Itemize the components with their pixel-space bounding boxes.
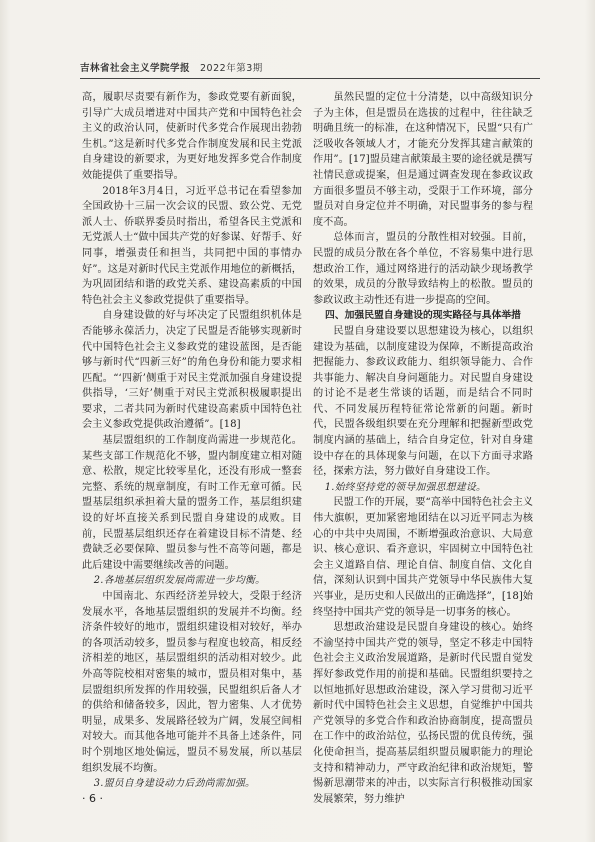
- paragraph: 总体而言，盟员的分散性相对较强。目前，民盟的成员分散在各个单位，不容易集中进行思想政治工作，通过网络进行的活动缺少现场教学的效果，成员的分散导致结构上的松散。盟员的参政议政主动性还有进一步提高的空间。: [313, 232, 533, 306]
- paragraph: 民盟工作的开展，要“高举中国特色社会主义伟大旗帜，更加紧密地团结在以习近平同志为核心的中共中央周围，不断增强政治意识、大局意识、核心意识、看齐意识，牢固树立中国特色社会主义道路自信、理论自信、制度自信、文化自信，深刻认识到中国共产党领导中华民族伟大复兴事业，是历史和人民做出的正确选择”，[18]始终坚持中国共产党的领导是一切事务的核心。: [313, 497, 533, 618]
- right-column: [313, 90, 533, 805]
- paragraph: 自身建设做的好与坏决定了民盟组织机体是否能够永葆活力，决定了民盟是否能够实现新时代中国特色社会主义参政党的建设蓝图，是否能够与新时代“四新三好”的角色身份和能力要求相匹配。“‘四新’侧重于对民主党派加强自身建设提供指导，‘三好’侧重于对民主党派积极履职提出要求，二者共同为新时代建设高素质中国特色社会主义参政党提供政治遵循”。[18]: [82, 310, 302, 431]
- page-number: · 6 ·: [82, 792, 103, 805]
- paragraph: 高，履职尽责要有新作为，参政党要有新面貌，引导广大成员增进对中国共产党和中国特色社会主义的政治认同，使新时代多党合作展现出勃勃生机。”这是新时代多党合作制度发展和民主党派自身建设的新要求，为更好地发挥多党合作制度效能提供了重要指导。: [82, 92, 302, 181]
- subsection-heading: 2.各地基层组织发展尚需进一步均衡。: [93, 575, 266, 587]
- paragraph: 中国南北、东西经济差异较大，受限于经济发展水平，各地基层盟组织的发展并不均衡。经济条件较好的地市，盟组织建设相对较好，举办的各项活动较多，盟员参与程度也较高，相反经济相差的地区，基层盟组织的活动相对较少。此外高等院校相对密集的城市，盟员相对集中，基层盟组织所发挥的作用较强，民盟组织后备人才的供给和储备较多，因此，智力密集、人才优势明显，成果多、发展路径较为广阔，发展空间相对较大。而其他各地可能并不具备上述条件，同时个别地区地处偏远，盟员不易发展，所以基层组织发展不均衡。: [82, 591, 302, 774]
- subsection-heading: 1.始终坚持党的领导加强思想建设。: [324, 481, 487, 493]
- issue-label: 2022年第3期: [200, 63, 263, 74]
- paragraph: 思想政治建设是民盟自身建设的核心。始终不渝坚持中国共产党的领导，坚定不移走中国特色社会主义政治发展道路，是新时代民盟自觉发挥好参政党作用的前提和基础。民盟组织要持之以恒地抓好思想政治建设，深入学习贯彻习近平新时代中国特色社会主义思想，自觉维护中国共产党领导的多党合作和政治协商制度，提高盟员在工作中的政治站位，弘扬民盟的优良传统，强化使命担当，提高基层组织盟员履职能力的理论支持和精神动力，严守政治纪律和政治规矩，警惕新思潮带来的冲击，以实际言行积极推动国家发展繁荣，努力维护: [313, 622, 533, 805]
- paragraph: 虽然民盟的定位十分清楚，以中高级知识分子为主体，但是盟员在选拔的过程中，往往缺乏明确且统一的标准，在这种情况下，民盟“只有广泛吸收各领域人才，才能充分发挥其建言献策的作用”。[17]盟员建言献策最主要的途径就是撰写社情民意或提案，但是通过调查发现在参政议政方面很多盟员不够主动，受限于工作环境，部分盟员对自身定位并不明确，对民盟事务的参与程度不高。: [313, 92, 533, 228]
- paragraph: 民盟自身建设要以思想建设为核心，以组织建设为基础，以制度建设为保障，不断提高政治把握能力、参政议政能力、组织领导能力、合作共事能力、解决自身问题能力。对民盟自身建设的讨论不是老生常谈的话题，而是结合不同时代、不同发展历程特征常论常新的问题。新时代，民盟各级组织要在充分理解和把握新型政党制度内涵的基础上，结合自身定位，针对自身建设中存在的具体现象与问题，在以下方面寻求路径，探索方法，努力做好自身建设工作。: [313, 325, 533, 478]
- subsection-heading: 3.盟员自身建设动力后劲尚需加强。: [93, 778, 256, 790]
- paragraph: 2018年3月4日，习近平总书记在看望参加全国政协十三届一次会议的民盟、致公党、无党派人士、侨联界委员时指出，希望各民主党派和无党派人士“做中国共产党的好参谋、好帮手、好同事，增强责任和担当，共同把中国的事情办好”。这是对新时代民主党派作用地位的新概括，为巩固团结和谐的政党关系、建设高素质的中国特色社会主义参政党提供了重要指导。: [82, 185, 302, 306]
- header-rule: [80, 78, 540, 79]
- paragraph: 基层盟组织的工作制度尚需进一步规范化。某些支部工作规范化不够，盟内制度建立相对随意、松散，规定比较零星化，还没有形成一整套完整、系统的规章制度，有时工作无章可循。民盟基层组织承担着大量的盟务工作，基层组织建设的好坏直接关系到民盟自身建设的成败。目前，民盟基层组织还存在着建设目标不清楚、经费缺乏必要保障、盟员参与性不高等问题，都是此后建设中需要继续改善的问题。: [82, 435, 302, 571]
- journal-title: 吉林省社会主义学院学报: [80, 63, 191, 74]
- section-heading: 四、加强民盟自身建设的现实路径与具体举措: [325, 310, 521, 322]
- running-header: [80, 60, 540, 76]
- left-column: [82, 90, 302, 790]
